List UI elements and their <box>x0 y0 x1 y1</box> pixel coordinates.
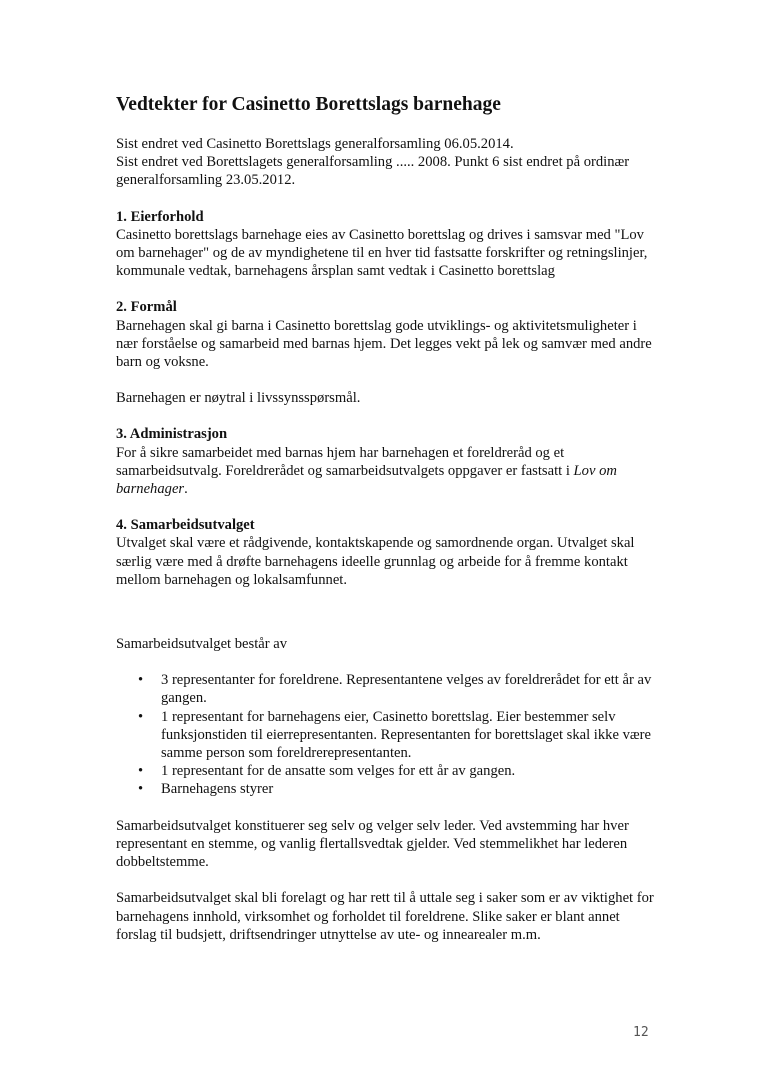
section-body: Utvalget skal være et rådgivende, kontaktskapende og samordnende organ. Utvalget skal særlig være med å drøfte barnehagens ideelle grunnlag og arbeide for å fremme kontakt mellom barnehagen og lokalsamfunnet. <box>116 535 635 588</box>
section-body: Casinetto borettslags barnehage eies av Casinetto borettslag og drives i samsvar med "Lov om barnehager" og de av myndighetene til en hver tid fastsatte forskrifter og retningslinjer, kommunale vedtak, barnehagens årsplan samt vedtak i Casinetto borettslag <box>116 226 648 280</box>
law-reference: Lov om barnehager <box>116 462 617 498</box>
paragraph: Samarbeidsutvalget skal bli forelagt og har rett til å uttale seg i saker som er av viktighet for barnehagens innhold, virksomhet og forholdet til foreldrene. Slike saker er blant annet forslag til budsjett, driftsendringer utnyttelse av ute- og innearealer m.m. <box>116 890 654 943</box>
section-body: Barnehagen skal gi barna i Casinetto borettslag gode utviklings- og aktivitetsmuligheter i nær forståelse og samarbeid med barnas hjem. Det legges vekt på lek og samvær med andre barn og voksne. <box>116 317 652 371</box>
section-heading: 2. Formål <box>116 299 177 316</box>
list-intro: Samarbeidsutvalget består av <box>116 636 288 653</box>
list-item-text: 3 representanter for foreldrene. Representantene velges av foreldrerådet for ett år av gangen. <box>161 672 652 707</box>
revision-line: Sist endret ved Borettslagets generalforsamling ..... 2008. Punkt 6 sist endret på ordinær generalforsamling 23.05.2012. <box>116 154 630 189</box>
section-formal <box>116 298 656 371</box>
section-body: Barnehagen er nøytral i livssynsspørsmål. <box>116 390 361 407</box>
bullet-icon: • <box>138 708 144 725</box>
revision-line: Sist endret ved Casinetto Borettslags generalforsamling 06.05.2014. <box>116 136 514 152</box>
matters-paragraph <box>116 889 656 944</box>
list-item-text: 1 representant for barnehagens eier, Casinetto borettslag. Eier bestemmer selv funksjonstiden til eierrepresentanten. Representanten for borettslaget skal ikke være samme person som foreldrerepresentanten. <box>161 708 651 762</box>
section-body-text: For å sikre samarbeidet med barnas hjem har barnehagen et foreldreråd og et samarbeidsutvalg. Foreldrerådet og samarbeidsutvalgets oppgaver er fastsatt i <box>116 444 574 479</box>
members-list <box>116 671 656 798</box>
document-page <box>116 93 656 962</box>
spacer <box>116 589 656 635</box>
formal-neutral-note <box>116 389 656 407</box>
bullet-icon: • <box>138 781 144 798</box>
section-body <box>116 444 656 499</box>
document-title: Vedtekter for Casinetto Borettslags barnehage <box>116 94 501 115</box>
section-heading: 3. Administrasjon <box>116 426 228 443</box>
list-item-text: 1 representant for de ansatte som velges for ett år av gangen. <box>161 763 516 780</box>
bullet-icon: • <box>138 672 144 689</box>
section-administrasjon <box>116 425 656 498</box>
list-item <box>116 671 656 707</box>
section-body-text: . <box>184 481 188 498</box>
paragraph: Samarbeidsutvalget konstituerer seg selv og velger selv leder. Ved avstemming har hver representant en stemme, og vanlig flertallsvedtak gjelder. Ved stemmelikhet har lederen dobbeltstemme. <box>116 817 629 871</box>
page-number: 12 <box>633 1025 649 1040</box>
revision-notes <box>116 135 656 190</box>
section-eierforhold <box>116 208 656 281</box>
bullet-icon: • <box>138 763 144 780</box>
list-item <box>116 780 656 798</box>
list-item-text: Barnehagens styrer <box>161 781 274 798</box>
section-heading: 1. Eierforhold <box>116 208 204 225</box>
list-item <box>116 708 656 763</box>
section-heading: 4. Samarbeidsutvalget <box>116 517 255 534</box>
list-item <box>116 762 656 780</box>
constitution-paragraph <box>116 817 656 872</box>
members-intro <box>116 635 656 653</box>
section-samarbeidsutvalget <box>116 516 656 589</box>
